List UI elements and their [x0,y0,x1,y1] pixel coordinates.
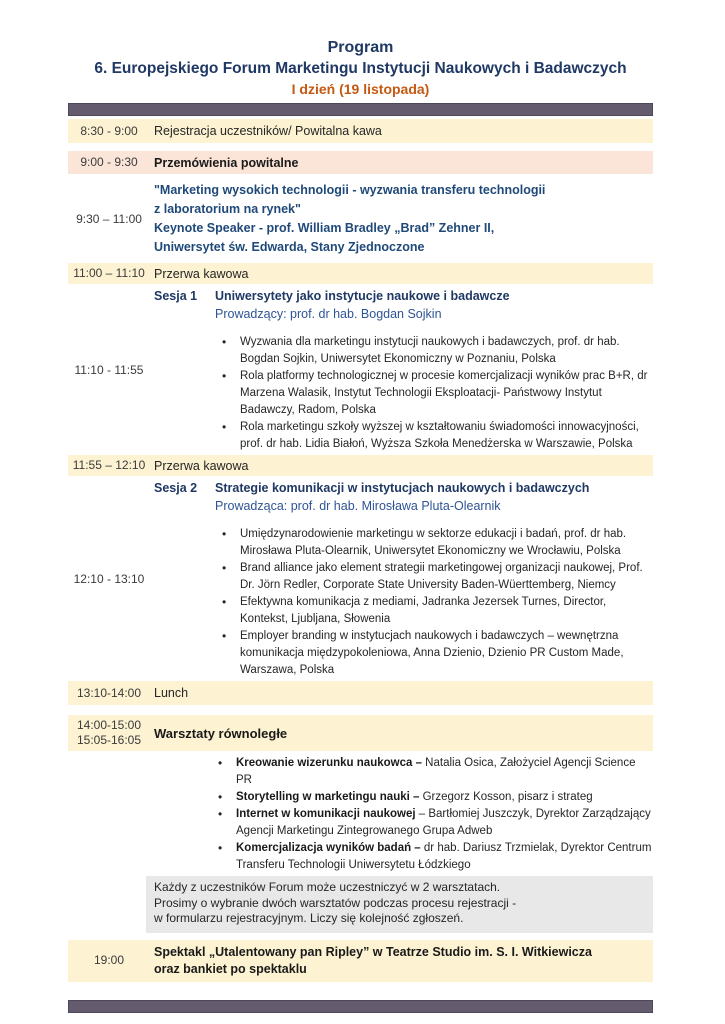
bullet-text: Umiędzynarodowienie marketingu w sektorze edukacji i badań, prof. dr hab. Mirosława Pluta-Olearnik, Uniwersytet Ekonomiczny we Wrocławiu, Polska [240,528,627,557]
bullet-text: Rola platformy technologicznej w procesie komercjalizacji wyników prac B+R, dr Marzena Walasik, Instytut Technologii Eksploatacji- Państwowy Instytut Badawczy, Radom, Polska [240,370,648,416]
keynote-line: Uniwersytet św. Edwarda, Stany Zjednoczone [154,240,425,254]
session-label: Sesja 1 [154,289,198,303]
note-cell [150,876,653,933]
workshop-presenter: Natalia Osica, Założyciel Agencji Science PR [236,757,636,786]
schedule-row-keynote [68,174,653,263]
time-cell: 12:10 - 13:10 [73,571,145,586]
row-text: Przerwa kawowa [154,458,249,473]
schedule-row-session-1 [68,284,653,455]
schedule-row-session-2 [68,476,653,681]
session-chair: Prowadzący: prof. dr hab. Bogdan Sojkin [215,307,442,321]
bullet-item [222,594,653,628]
workshop-presenter: – Bartłomiej Juszczyk, Dyrektor Zarządzający Agencji Marketingu Zintegrowanego Grupa Adweb [236,808,651,837]
keynote-line: Keynote Speaker - prof. William Bradley „Brad” Zehner II, [154,221,495,235]
keynote-block [150,181,653,257]
evening-line: oraz bankiet po spektaklu [154,961,307,976]
row-text: Lunch [154,686,189,700]
row-text: Przemówienia powitalne [154,155,299,170]
bullet-text: Efektywna komunikacja z mediami, Jadranka Jezersek Turnes, Director, Kontekst, Ljubljana, Słowenia [240,596,607,625]
time-cell: 8:30 - 9:00 [80,123,138,138]
bullet-text: Wyzwania dla marketingu instytucji naukowych i badawczych, prof. dr hab. Bogdan Sojkin, Uniwersytet Ekonomiczny w Poznaniu, Polska [240,336,620,365]
keynote-line: "Marketing wysokich technologii - wyzwania transferu technologii [154,183,546,197]
session-bullet-list [222,334,653,453]
session-header [154,479,653,497]
bullet-item [222,368,653,419]
workshop-time-2: 15:05-16:05 [76,733,142,747]
workshop-bullet-list [218,751,653,876]
workshop-bullet [218,755,653,789]
bullet-item [222,419,653,453]
session-block [150,479,653,679]
bullet-dot: • [218,807,223,821]
session-title: Uniwersytety jako instytucje naukowe i badawcze [215,289,510,303]
time-cell: 13:10-14:00 [76,685,142,700]
workshop-presenter: dr hab. Dariusz Trzmielak, Dyrektor Centrum Transferu Technologii Uniwersytetu Łódzkiego [236,842,652,871]
time-cell [68,715,150,751]
bullet-item [222,334,653,368]
bullet-text: Employer branding w instytucjach naukowych i badawczych – wewnętrzna komunikacja międzypokoleniowa, Anna Dzienio, Dzienio PR Custom Made, Warszawa, Polska [240,630,624,676]
bullet-item [222,560,653,594]
schedule-row-registration [68,119,653,143]
schedule-row-lunch [68,681,653,705]
bullet-dot: • [222,595,227,609]
bullet-dot: • [222,369,227,383]
bullet-text [236,755,653,789]
header-bar [68,103,653,116]
row-text: Przerwa kawowa [154,266,249,281]
bullet-dot: • [218,756,223,770]
note-line: Każdy z uczestników Forum może uczestniczyć w 2 warsztatach. [154,880,501,894]
time-cell: 9:00 - 9:30 [80,155,138,169]
bullet-dot: • [222,335,227,349]
bullet-item [222,526,653,560]
session-chair: Prowadząca: prof. dr hab. Mirosława Pluta-Olearnik [215,499,501,513]
bullet-text [236,806,653,840]
schedule-row-break-2 [68,455,653,476]
workshop-bullet [218,840,653,874]
session-header [154,287,653,305]
note-box [146,876,653,933]
time-cell: 9:30 – 11:00 [76,211,142,226]
time-cell: 11:55 – 12:10 [72,458,146,472]
session-bullet-list [222,526,653,679]
evening-block [150,944,653,978]
time-cell: 19:00 [93,953,125,967]
day-label: I dzień (19 listopada) [291,81,430,97]
keynote-line: z laboratorium na rynek" [154,202,301,216]
session-title: Strategie komunikacji w instytucjach naukowych i badawczych [215,481,590,495]
bullet-dot: • [222,527,227,541]
page-title: Program [327,39,394,56]
workshop-name: Storytelling w marketingu nauki – [236,791,420,803]
bullet-dot: • [222,420,227,434]
bullet-dot: • [222,561,227,575]
bullet-dot: • [218,790,223,804]
workshop-bullet [218,789,653,806]
bullet-text [236,840,653,874]
bullet-text: Rola marketingu szkoły wyższej w kształtowaniu świadomości innowacyjności, prof. dr hab. Lidia Białoń, Wyższa Szkoła Menedżerska w Warszawie, Polska [240,421,639,450]
note-line: w formularzu rejestracyjnym. Liczy się kolejność zgłoszeń. [154,911,464,925]
note-line: Prosimy o wybranie dwóch warsztatów podczas procesu rejestracji - [154,895,517,910]
session-label: Sesja 2 [154,481,198,495]
bullet-dot: • [222,629,227,643]
workshop-name: Komercjalizacja wyników badań – [236,842,421,854]
schedule-row-workshops [68,715,653,751]
bullet-dot: • [218,841,223,855]
time-cell: 11:10 - 11:55 [74,362,144,377]
bullet-item [222,628,653,679]
bullet-text [236,789,653,806]
evening-line: Spektakl „Utalentowany pan Ripley” w Teatrze Studio im. S. I. Witkiewicza [154,944,592,959]
time-cell: 11:00 – 11:10 [73,266,145,280]
workshop-bullet [218,806,653,840]
row-text: Rejestracja uczestników/ Powitalna kawa [154,124,382,138]
workshop-presenter: Grzegorz Kosson, pisarz i strateg [419,791,593,803]
time-cell-empty [68,876,150,933]
schedule-row-break-1 [68,263,653,284]
footer-bar [68,1000,653,1013]
session-block [150,287,653,453]
workshop-name: Internet w komunikacji naukowej [236,808,416,820]
workshop-time-1: 14:00-15:00 [76,718,142,732]
program-document [68,38,653,982]
page-subtitle: 6. Europejskiego Forum Marketingu Instytucji Naukowych i Badawczych [94,60,627,77]
workshops-title: Warsztaty równoległe [154,725,288,741]
workshop-name: Kreowanie wizerunku naukowca – [236,757,422,769]
schedule-row-evening [68,940,653,982]
schedule-row-note [68,876,653,933]
bullet-text: Brand alliance jako element strategii marketingowej organizacji naukowej, Prof. Dr. Jörn Redler, Corporate State University Baden-Wüerttemberg, Niemcy [240,562,643,591]
schedule-row-welcome [68,151,653,174]
